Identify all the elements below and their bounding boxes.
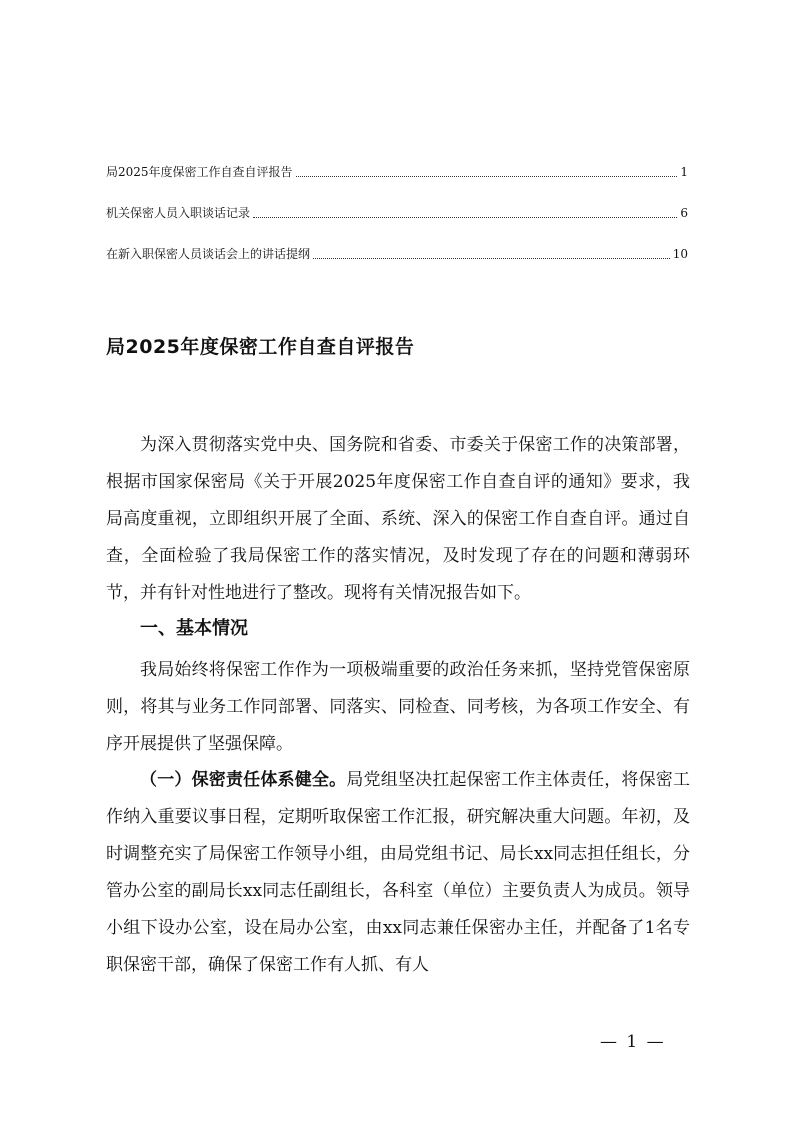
- subsection-lead: （一）保密责任体系健全。: [140, 770, 347, 790]
- subsection-paragraph: [106, 762, 690, 984]
- toc-leader-dots: [296, 175, 678, 177]
- toc-leader-dots: [313, 257, 670, 259]
- toc-entry-page: 1: [680, 165, 688, 179]
- toc-leader-dots: [253, 216, 677, 218]
- intro-paragraph: 为深入贯彻落实党中央、国务院和省委、市委关于保密工作的决策部署，根据市国家保密局《关于开展2025年度保密工作自查自评的通知》要求，我局高度重视，立即组织开展了全面、系统、深入的保密工作自查自评。通过自查，全面检验了我局保密工作的落实情况，及时发现了存在的问题和薄弱环节，并有针对性地进行了整改。现将有关情况报告如下。: [106, 435, 690, 603]
- toc-entry[interactable]: [106, 244, 688, 264]
- document-title: 局2025年度保密工作自查自评报告: [106, 336, 415, 358]
- section-paragraph: 我局始终将保密工作作为一项极端重要的政治任务来抓，坚持党管保密原则，将其与业务工作同部署、同落实、同检查、同考核，为各项工作安全、有序开展提供了坚强保障。: [106, 660, 690, 754]
- toc-entry-page: 6: [680, 206, 688, 220]
- toc-entry-title: 机关保密人员入职谈话记录: [106, 206, 251, 220]
- section-heading: 一、基本情况: [140, 618, 248, 639]
- toc-entry-page: 10: [672, 247, 688, 261]
- page-number: — 1 —: [600, 1032, 666, 1052]
- toc-entry[interactable]: [106, 203, 688, 223]
- subsection-body: 局党组坚决扛起保密工作主体责任，将保密工作纳入重要议事日程，定期听取保密工作汇报，研究解决重大问题。年初，及时调整充实了局保密工作领导小组，由局党组书记、局长xx同志担任组长，分管办公室的副局长xx同志任副组长，各科室（单位）主要负责人为成员。领导小组下设办公室，设在局办公室，由xx同志兼任保密办主任，并配备了1名专职保密干部，确保了保密工作有人抓、有人: [106, 770, 691, 975]
- toc-entry[interactable]: [106, 162, 688, 182]
- toc-entry-title: 在新入职保密人员谈话会上的讲话提纲: [106, 247, 311, 261]
- toc-entry-title: 局2025年度保密工作自查自评报告: [106, 165, 293, 179]
